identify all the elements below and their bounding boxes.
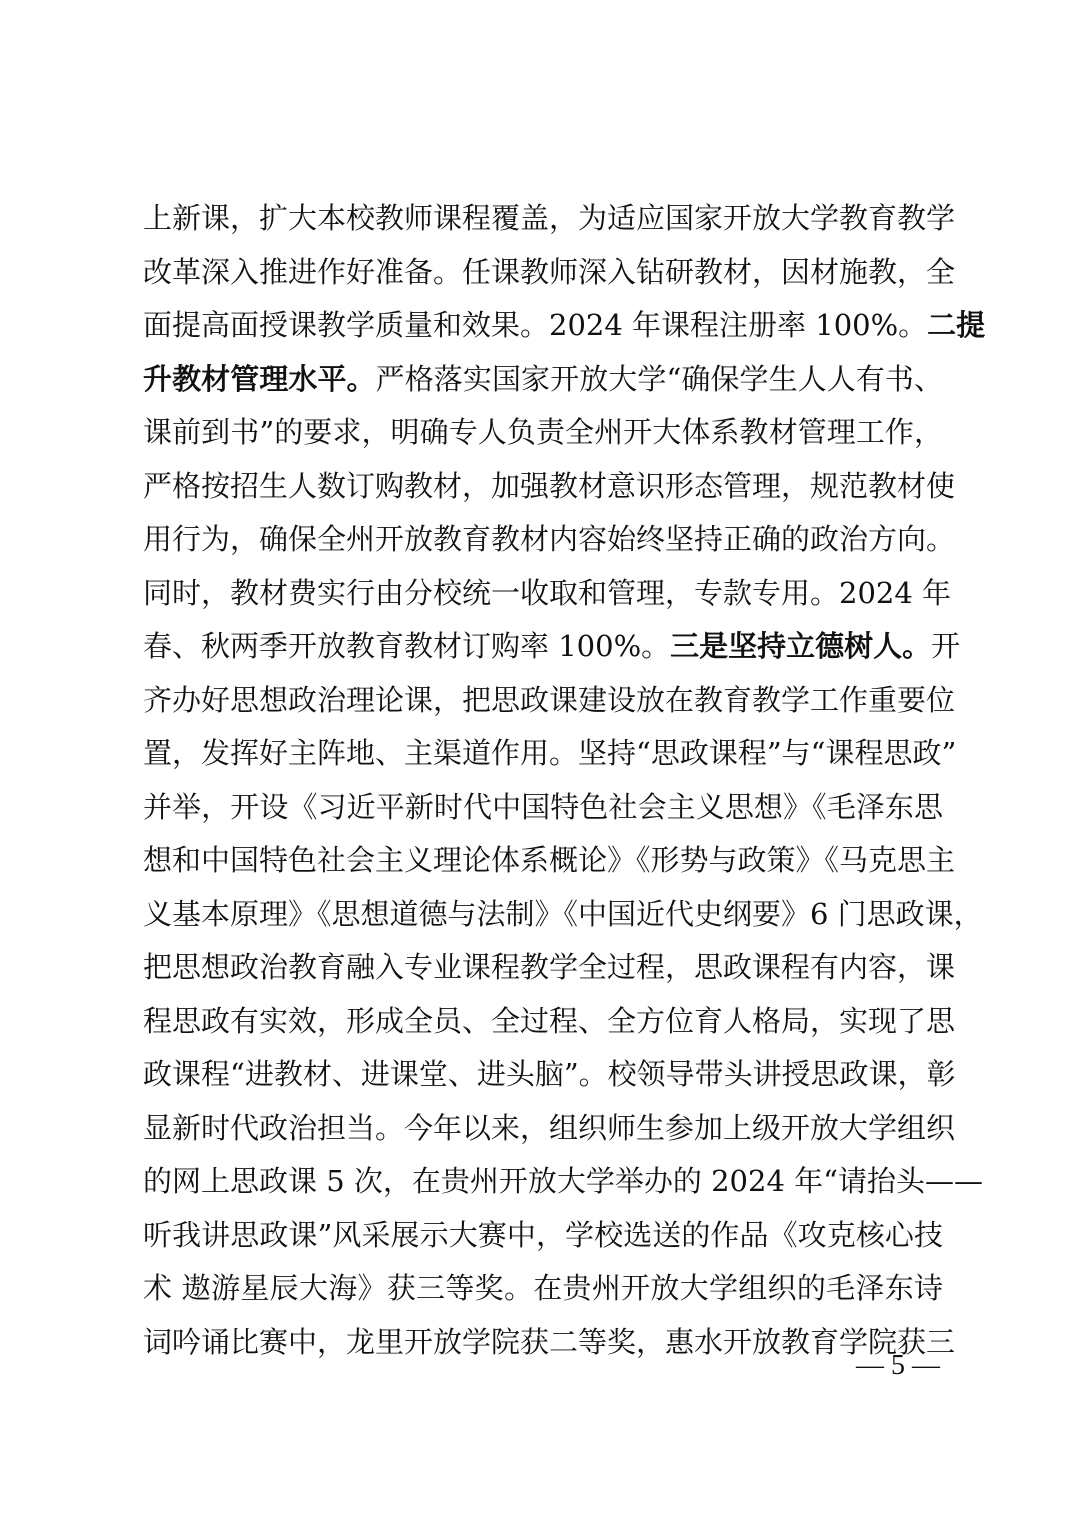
text-line bbox=[143, 888, 983, 942]
page-number: — 5 — bbox=[856, 1350, 940, 1381]
text-line bbox=[143, 995, 956, 1049]
bold-heading-segment: 升教材管理水平。 bbox=[143, 361, 376, 396]
text-line bbox=[143, 781, 943, 835]
text-segment: 程思政有实效，形成全员、全过程、全方位育人格局，实现了思 bbox=[143, 1003, 956, 1038]
text-segment: 义基本原理》《思想道德与法制》《中国近代史纲要》6 门思政课， bbox=[143, 896, 983, 931]
text-line bbox=[143, 513, 956, 567]
text-line bbox=[143, 727, 957, 781]
text-line bbox=[143, 674, 956, 728]
text-segment: 想和中国特色社会主义理论体系概论》《形势与政策》《马克思主 bbox=[143, 843, 956, 877]
text-line bbox=[143, 834, 956, 888]
text-line bbox=[143, 1102, 956, 1156]
text-line bbox=[143, 567, 952, 621]
text-segment: 置，发挥好主阵地、主渠道作用。坚持“思政课程”与“课程思政” bbox=[143, 736, 957, 770]
text-segment: 用行为，确保全州开放教育教材内容始终坚持正确的政治方向。 bbox=[143, 522, 956, 556]
text-segment: 齐办好思想政治理论课，把思政课建设放在教育教学工作重要位 bbox=[143, 682, 956, 717]
text-line bbox=[143, 246, 956, 300]
body-paragraph bbox=[143, 192, 986, 1369]
text-segment: 词吟诵比赛中，龙里开放学院获二等奖，惠水开放教育学院获三 bbox=[143, 1324, 956, 1359]
text-line bbox=[143, 1209, 943, 1263]
text-segment: 面提高面授课教学质量和效果。2024 年课程注册率 100%。 bbox=[143, 308, 928, 342]
text-segment: 的网上思政课 5 次，在贵州开放大学举办的 2024 年“请抬头—— bbox=[143, 1164, 983, 1198]
text-segment: 术 遨游星辰大海》获三等奖。在贵州开放大学组织的毛泽东诗 bbox=[143, 1271, 943, 1305]
text-segment: 政课程“进教材、进课堂、进头脑”。校领导带头讲授思政课，彰 bbox=[143, 1057, 956, 1091]
text-line bbox=[143, 941, 956, 995]
text-segment: 严格落实国家开放大学“确保学生人人有书、 bbox=[375, 361, 943, 396]
bold-heading-segment: 三是坚持立德树人。 bbox=[670, 629, 932, 663]
text-segment: 同时，教材费实行由分校统一收取和管理，专款专用。2024 年 bbox=[143, 575, 952, 610]
text-line bbox=[143, 406, 943, 460]
text-line bbox=[143, 1048, 956, 1102]
text-line bbox=[143, 353, 943, 407]
text-line bbox=[143, 1316, 956, 1370]
text-segment: 改革深入推进作好准备。任课教师深入钻研教材，因材施教，全 bbox=[143, 254, 956, 289]
text-segment: 开 bbox=[931, 629, 961, 663]
bold-heading-segment: 二提 bbox=[927, 308, 986, 342]
text-line bbox=[143, 460, 956, 514]
text-line bbox=[143, 1262, 943, 1316]
text-segment: 课前到书”的要求，明确专人负责全州开大体系教材管理工作， bbox=[143, 415, 943, 449]
text-segment: 把思想政治教育融入专业课程教学全过程，思政课程有内容，课 bbox=[143, 950, 956, 984]
text-segment: 显新时代政治担当。今年以来，组织师生参加上级开放大学组织 bbox=[143, 1110, 956, 1145]
text-segment: 上新课，扩大本校教师课程覆盖，为适应国家开放大学教育教学 bbox=[143, 201, 956, 235]
text-segment: 严格按招生人数订购教材，加强教材意识形态管理，规范教材使 bbox=[143, 468, 956, 503]
text-line bbox=[143, 192, 956, 246]
text-line bbox=[143, 1155, 983, 1209]
text-segment: 听我讲思政课”风采展示大赛中，学校选送的作品《攻克核心技 bbox=[143, 1217, 943, 1252]
text-segment: 春、秋两季开放教育教材订购率 100%。 bbox=[143, 629, 671, 663]
text-segment: 并举，开设《习近平新时代中国特色社会主义思想》《毛泽东思 bbox=[143, 789, 943, 824]
text-line bbox=[143, 299, 986, 353]
text-line bbox=[143, 620, 961, 674]
